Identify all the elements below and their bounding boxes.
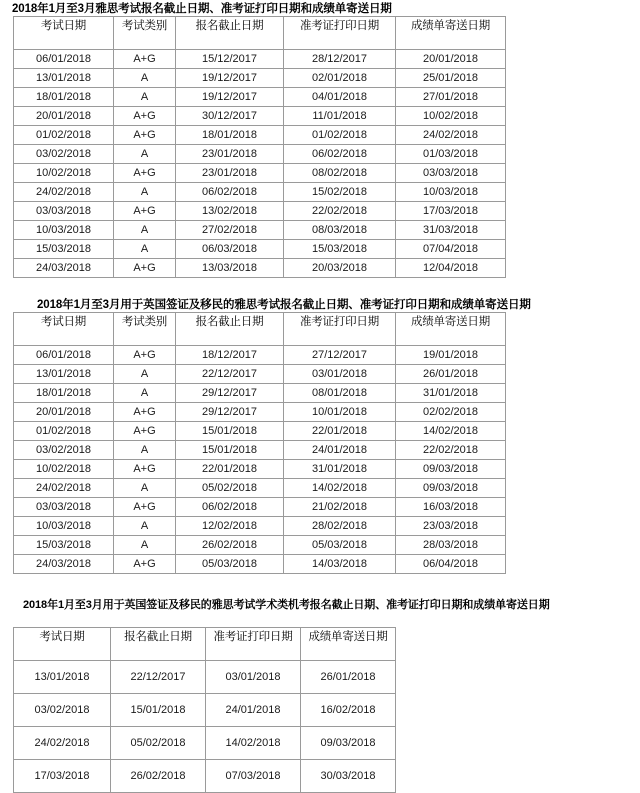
cell-admission-ticket-print-date: 05/03/2018 — [284, 536, 396, 555]
cell-admission-ticket-print-date: 08/01/2018 — [284, 384, 396, 403]
cell-exam-type: A+G — [114, 403, 176, 422]
cell-registration-deadline: 06/03/2018 — [176, 240, 284, 259]
cell-result-mailing-date: 01/03/2018 — [396, 145, 506, 164]
table-row — [14, 760, 396, 793]
column-header-result-mailing-date: 成绩单寄送日期 — [301, 628, 396, 661]
cell-exam-type: A — [114, 441, 176, 460]
cell-result-mailing-date: 27/01/2018 — [396, 88, 506, 107]
cell-admission-ticket-print-date: 03/01/2018 — [284, 365, 396, 384]
table-row — [14, 498, 506, 517]
table-2-header — [14, 313, 506, 346]
exam-schedule-table-1 — [13, 16, 506, 278]
table-row — [14, 403, 506, 422]
cell-result-mailing-date: 09/03/2018 — [396, 479, 506, 498]
cell-registration-deadline: 23/01/2018 — [176, 145, 284, 164]
table-3-header — [14, 628, 396, 661]
cell-registration-deadline: 22/12/2017 — [176, 365, 284, 384]
cell-result-mailing-date: 07/04/2018 — [396, 240, 506, 259]
cell-registration-deadline: 15/01/2018 — [176, 422, 284, 441]
cell-admission-ticket-print-date: 04/01/2018 — [284, 88, 396, 107]
table-row — [14, 145, 506, 164]
cell-admission-ticket-print-date: 31/01/2018 — [284, 460, 396, 479]
column-header-admission-ticket-print-date: 准考证打印日期 — [284, 17, 396, 50]
column-header-registration-deadline: 报名截止日期 — [176, 17, 284, 50]
cell-registration-deadline: 12/02/2018 — [176, 517, 284, 536]
cell-result-mailing-date: 24/02/2018 — [396, 126, 506, 145]
section-3-title: 2018年1月至3月用于英国签证及移民的雅思考试学术类机考报名截止日期、准考证打印日期和成绩单寄送日期 — [23, 599, 550, 611]
exam-schedule-table-2 — [13, 312, 506, 574]
cell-result-mailing-date: 14/02/2018 — [396, 422, 506, 441]
table-header-row — [14, 313, 506, 346]
table-row — [14, 479, 506, 498]
table-header-row — [14, 17, 506, 50]
cell-exam-type: A — [114, 221, 176, 240]
cell-admission-ticket-print-date: 14/02/2018 — [284, 479, 396, 498]
cell-result-mailing-date: 26/01/2018 — [396, 365, 506, 384]
cell-result-mailing-date: 16/03/2018 — [396, 498, 506, 517]
cell-registration-deadline: 19/12/2017 — [176, 69, 284, 88]
cell-exam-type: A+G — [114, 460, 176, 479]
cell-exam-date: 18/01/2018 — [14, 384, 114, 403]
column-header-exam-date: 考试日期 — [14, 313, 114, 346]
cell-admission-ticket-print-date: 27/12/2017 — [284, 346, 396, 365]
cell-result-mailing-date: 23/03/2018 — [396, 517, 506, 536]
cell-exam-date: 13/01/2018 — [14, 69, 114, 88]
cell-exam-type: A+G — [114, 107, 176, 126]
table-2-body — [14, 346, 506, 574]
cell-registration-deadline: 19/12/2017 — [176, 88, 284, 107]
table-1-body — [14, 50, 506, 278]
cell-registration-deadline: 23/01/2018 — [176, 164, 284, 183]
cell-result-mailing-date: 10/03/2018 — [396, 183, 506, 202]
cell-exam-type: A+G — [114, 422, 176, 441]
table-row — [14, 202, 506, 221]
column-header-exam-date: 考试日期 — [14, 17, 114, 50]
cell-result-mailing-date: 06/04/2018 — [396, 555, 506, 574]
table-row — [14, 694, 396, 727]
cell-admission-ticket-print-date: 14/03/2018 — [284, 555, 396, 574]
cell-result-mailing-date: 02/02/2018 — [396, 403, 506, 422]
cell-admission-ticket-print-date: 22/01/2018 — [284, 422, 396, 441]
table-header-row — [14, 628, 396, 661]
cell-exam-type: A — [114, 479, 176, 498]
cell-exam-date: 10/02/2018 — [14, 164, 114, 183]
table-3-body — [14, 661, 396, 793]
cell-admission-ticket-print-date: 15/03/2018 — [284, 240, 396, 259]
table-row — [14, 50, 506, 69]
cell-exam-date: 01/02/2018 — [14, 422, 114, 441]
cell-admission-ticket-print-date: 07/03/2018 — [206, 760, 301, 793]
cell-exam-date: 03/03/2018 — [14, 202, 114, 221]
cell-registration-deadline: 18/01/2018 — [176, 126, 284, 145]
table-row — [14, 555, 506, 574]
cell-result-mailing-date: 26/01/2018 — [301, 661, 396, 694]
cell-result-mailing-date: 31/01/2018 — [396, 384, 506, 403]
cell-exam-date: 18/01/2018 — [14, 88, 114, 107]
column-header-exam-date: 考试日期 — [14, 628, 111, 661]
cell-exam-date: 13/01/2018 — [14, 661, 111, 694]
cell-registration-deadline: 06/02/2018 — [176, 183, 284, 202]
cell-exam-date: 06/01/2018 — [14, 346, 114, 365]
table-row — [14, 441, 506, 460]
table-row — [14, 365, 506, 384]
cell-registration-deadline: 30/12/2017 — [176, 107, 284, 126]
cell-exam-date: 03/02/2018 — [14, 145, 114, 164]
cell-admission-ticket-print-date: 10/01/2018 — [284, 403, 396, 422]
table-row — [14, 422, 506, 441]
cell-admission-ticket-print-date: 20/03/2018 — [284, 259, 396, 278]
cell-exam-date: 15/03/2018 — [14, 240, 114, 259]
cell-result-mailing-date: 16/02/2018 — [301, 694, 396, 727]
cell-registration-deadline: 13/02/2018 — [176, 202, 284, 221]
table-row — [14, 88, 506, 107]
cell-admission-ticket-print-date: 08/02/2018 — [284, 164, 396, 183]
column-header-registration-deadline: 报名截止日期 — [111, 628, 206, 661]
section-1-title: 2018年1月至3月雅思考试报名截止日期、准考证打印日期和成绩单寄送日期 — [12, 3, 392, 15]
column-header-registration-deadline: 报名截止日期 — [176, 313, 284, 346]
cell-result-mailing-date: 19/01/2018 — [396, 346, 506, 365]
table-row — [14, 259, 506, 278]
cell-admission-ticket-print-date: 22/02/2018 — [284, 202, 396, 221]
cell-registration-deadline: 22/01/2018 — [176, 460, 284, 479]
table-row — [14, 69, 506, 88]
cell-result-mailing-date: 03/03/2018 — [396, 164, 506, 183]
cell-exam-date: 06/01/2018 — [14, 50, 114, 69]
table-row — [14, 164, 506, 183]
cell-admission-ticket-print-date: 08/03/2018 — [284, 221, 396, 240]
table-row — [14, 126, 506, 145]
cell-exam-date: 20/01/2018 — [14, 107, 114, 126]
cell-result-mailing-date: 09/03/2018 — [301, 727, 396, 760]
cell-exam-date: 10/02/2018 — [14, 460, 114, 479]
cell-registration-deadline: 18/12/2017 — [176, 346, 284, 365]
cell-registration-deadline: 15/01/2018 — [176, 441, 284, 460]
cell-admission-ticket-print-date: 15/02/2018 — [284, 183, 396, 202]
column-header-result-mailing-date: 成绩单寄送日期 — [396, 313, 506, 346]
cell-exam-date: 03/03/2018 — [14, 498, 114, 517]
cell-exam-date: 03/02/2018 — [14, 441, 114, 460]
table-row — [14, 384, 506, 403]
cell-admission-ticket-print-date: 03/01/2018 — [206, 661, 301, 694]
exam-schedule-table-3 — [13, 627, 396, 793]
cell-result-mailing-date: 30/03/2018 — [301, 760, 396, 793]
cell-exam-type: A+G — [114, 259, 176, 278]
cell-exam-type: A+G — [114, 498, 176, 517]
cell-exam-date: 03/02/2018 — [14, 694, 111, 727]
cell-exam-type: A+G — [114, 346, 176, 365]
cell-admission-ticket-print-date: 02/01/2018 — [284, 69, 396, 88]
cell-registration-deadline: 29/12/2017 — [176, 403, 284, 422]
cell-exam-type: A — [114, 88, 176, 107]
cell-exam-type: A — [114, 536, 176, 555]
column-header-exam-type: 考试类别 — [114, 17, 176, 50]
cell-admission-ticket-print-date: 06/02/2018 — [284, 145, 396, 164]
cell-exam-type: A — [114, 384, 176, 403]
cell-exam-date: 10/03/2018 — [14, 517, 114, 536]
cell-exam-date: 24/03/2018 — [14, 259, 114, 278]
cell-result-mailing-date: 09/03/2018 — [396, 460, 506, 479]
cell-exam-date: 24/03/2018 — [14, 555, 114, 574]
cell-exam-type: A — [114, 145, 176, 164]
cell-registration-deadline: 05/03/2018 — [176, 555, 284, 574]
cell-result-mailing-date: 17/03/2018 — [396, 202, 506, 221]
cell-exam-type: A+G — [114, 202, 176, 221]
cell-result-mailing-date: 31/03/2018 — [396, 221, 506, 240]
table-1-header — [14, 17, 506, 50]
cell-exam-date: 24/02/2018 — [14, 479, 114, 498]
cell-registration-deadline: 05/02/2018 — [176, 479, 284, 498]
cell-exam-type: A+G — [114, 126, 176, 145]
cell-admission-ticket-print-date: 11/01/2018 — [284, 107, 396, 126]
cell-registration-deadline: 06/02/2018 — [176, 498, 284, 517]
cell-exam-date: 01/02/2018 — [14, 126, 114, 145]
column-header-exam-type: 考试类别 — [114, 313, 176, 346]
cell-admission-ticket-print-date: 24/01/2018 — [284, 441, 396, 460]
table-row — [14, 517, 506, 536]
cell-registration-deadline: 27/02/2018 — [176, 221, 284, 240]
table-row — [14, 661, 396, 694]
cell-exam-date: 13/01/2018 — [14, 365, 114, 384]
cell-exam-type: A — [114, 365, 176, 384]
cell-registration-deadline: 26/02/2018 — [176, 536, 284, 555]
section-2-title: 2018年1月至3月用于英国签证及移民的雅思考试报名截止日期、准考证打印日期和成绩单寄送日期 — [37, 299, 531, 311]
cell-result-mailing-date: 12/04/2018 — [396, 259, 506, 278]
cell-result-mailing-date: 10/02/2018 — [396, 107, 506, 126]
table-row — [14, 727, 396, 760]
cell-admission-ticket-print-date: 01/02/2018 — [284, 126, 396, 145]
cell-exam-type: A — [114, 69, 176, 88]
cell-exam-type: A — [114, 517, 176, 536]
table-row — [14, 183, 506, 202]
cell-exam-type: A — [114, 240, 176, 259]
cell-result-mailing-date: 22/02/2018 — [396, 441, 506, 460]
cell-exam-date: 17/03/2018 — [14, 760, 111, 793]
cell-registration-deadline: 13/03/2018 — [176, 259, 284, 278]
cell-exam-type: A+G — [114, 50, 176, 69]
table-row — [14, 536, 506, 555]
table-row — [14, 240, 506, 259]
cell-registration-deadline: 22/12/2017 — [111, 661, 206, 694]
cell-registration-deadline: 15/12/2017 — [176, 50, 284, 69]
cell-exam-date: 24/02/2018 — [14, 183, 114, 202]
cell-registration-deadline: 29/12/2017 — [176, 384, 284, 403]
table-row — [14, 107, 506, 126]
cell-exam-type: A — [114, 183, 176, 202]
cell-registration-deadline: 26/02/2018 — [111, 760, 206, 793]
cell-result-mailing-date: 20/01/2018 — [396, 50, 506, 69]
cell-registration-deadline: 05/02/2018 — [111, 727, 206, 760]
cell-admission-ticket-print-date: 28/12/2017 — [284, 50, 396, 69]
cell-admission-ticket-print-date: 14/02/2018 — [206, 727, 301, 760]
cell-exam-date: 10/03/2018 — [14, 221, 114, 240]
cell-exam-date: 20/01/2018 — [14, 403, 114, 422]
cell-exam-type: A+G — [114, 555, 176, 574]
cell-exam-type: A+G — [114, 164, 176, 183]
cell-exam-date: 15/03/2018 — [14, 536, 114, 555]
cell-exam-date: 24/02/2018 — [14, 727, 111, 760]
cell-result-mailing-date: 25/01/2018 — [396, 69, 506, 88]
column-header-admission-ticket-print-date: 准考证打印日期 — [284, 313, 396, 346]
cell-admission-ticket-print-date: 24/01/2018 — [206, 694, 301, 727]
cell-registration-deadline: 15/01/2018 — [111, 694, 206, 727]
table-row — [14, 221, 506, 240]
cell-admission-ticket-print-date: 21/02/2018 — [284, 498, 396, 517]
table-row — [14, 346, 506, 365]
column-header-admission-ticket-print-date: 准考证打印日期 — [206, 628, 301, 661]
cell-result-mailing-date: 28/03/2018 — [396, 536, 506, 555]
column-header-result-mailing-date: 成绩单寄送日期 — [396, 17, 506, 50]
table-row — [14, 460, 506, 479]
cell-admission-ticket-print-date: 28/02/2018 — [284, 517, 396, 536]
